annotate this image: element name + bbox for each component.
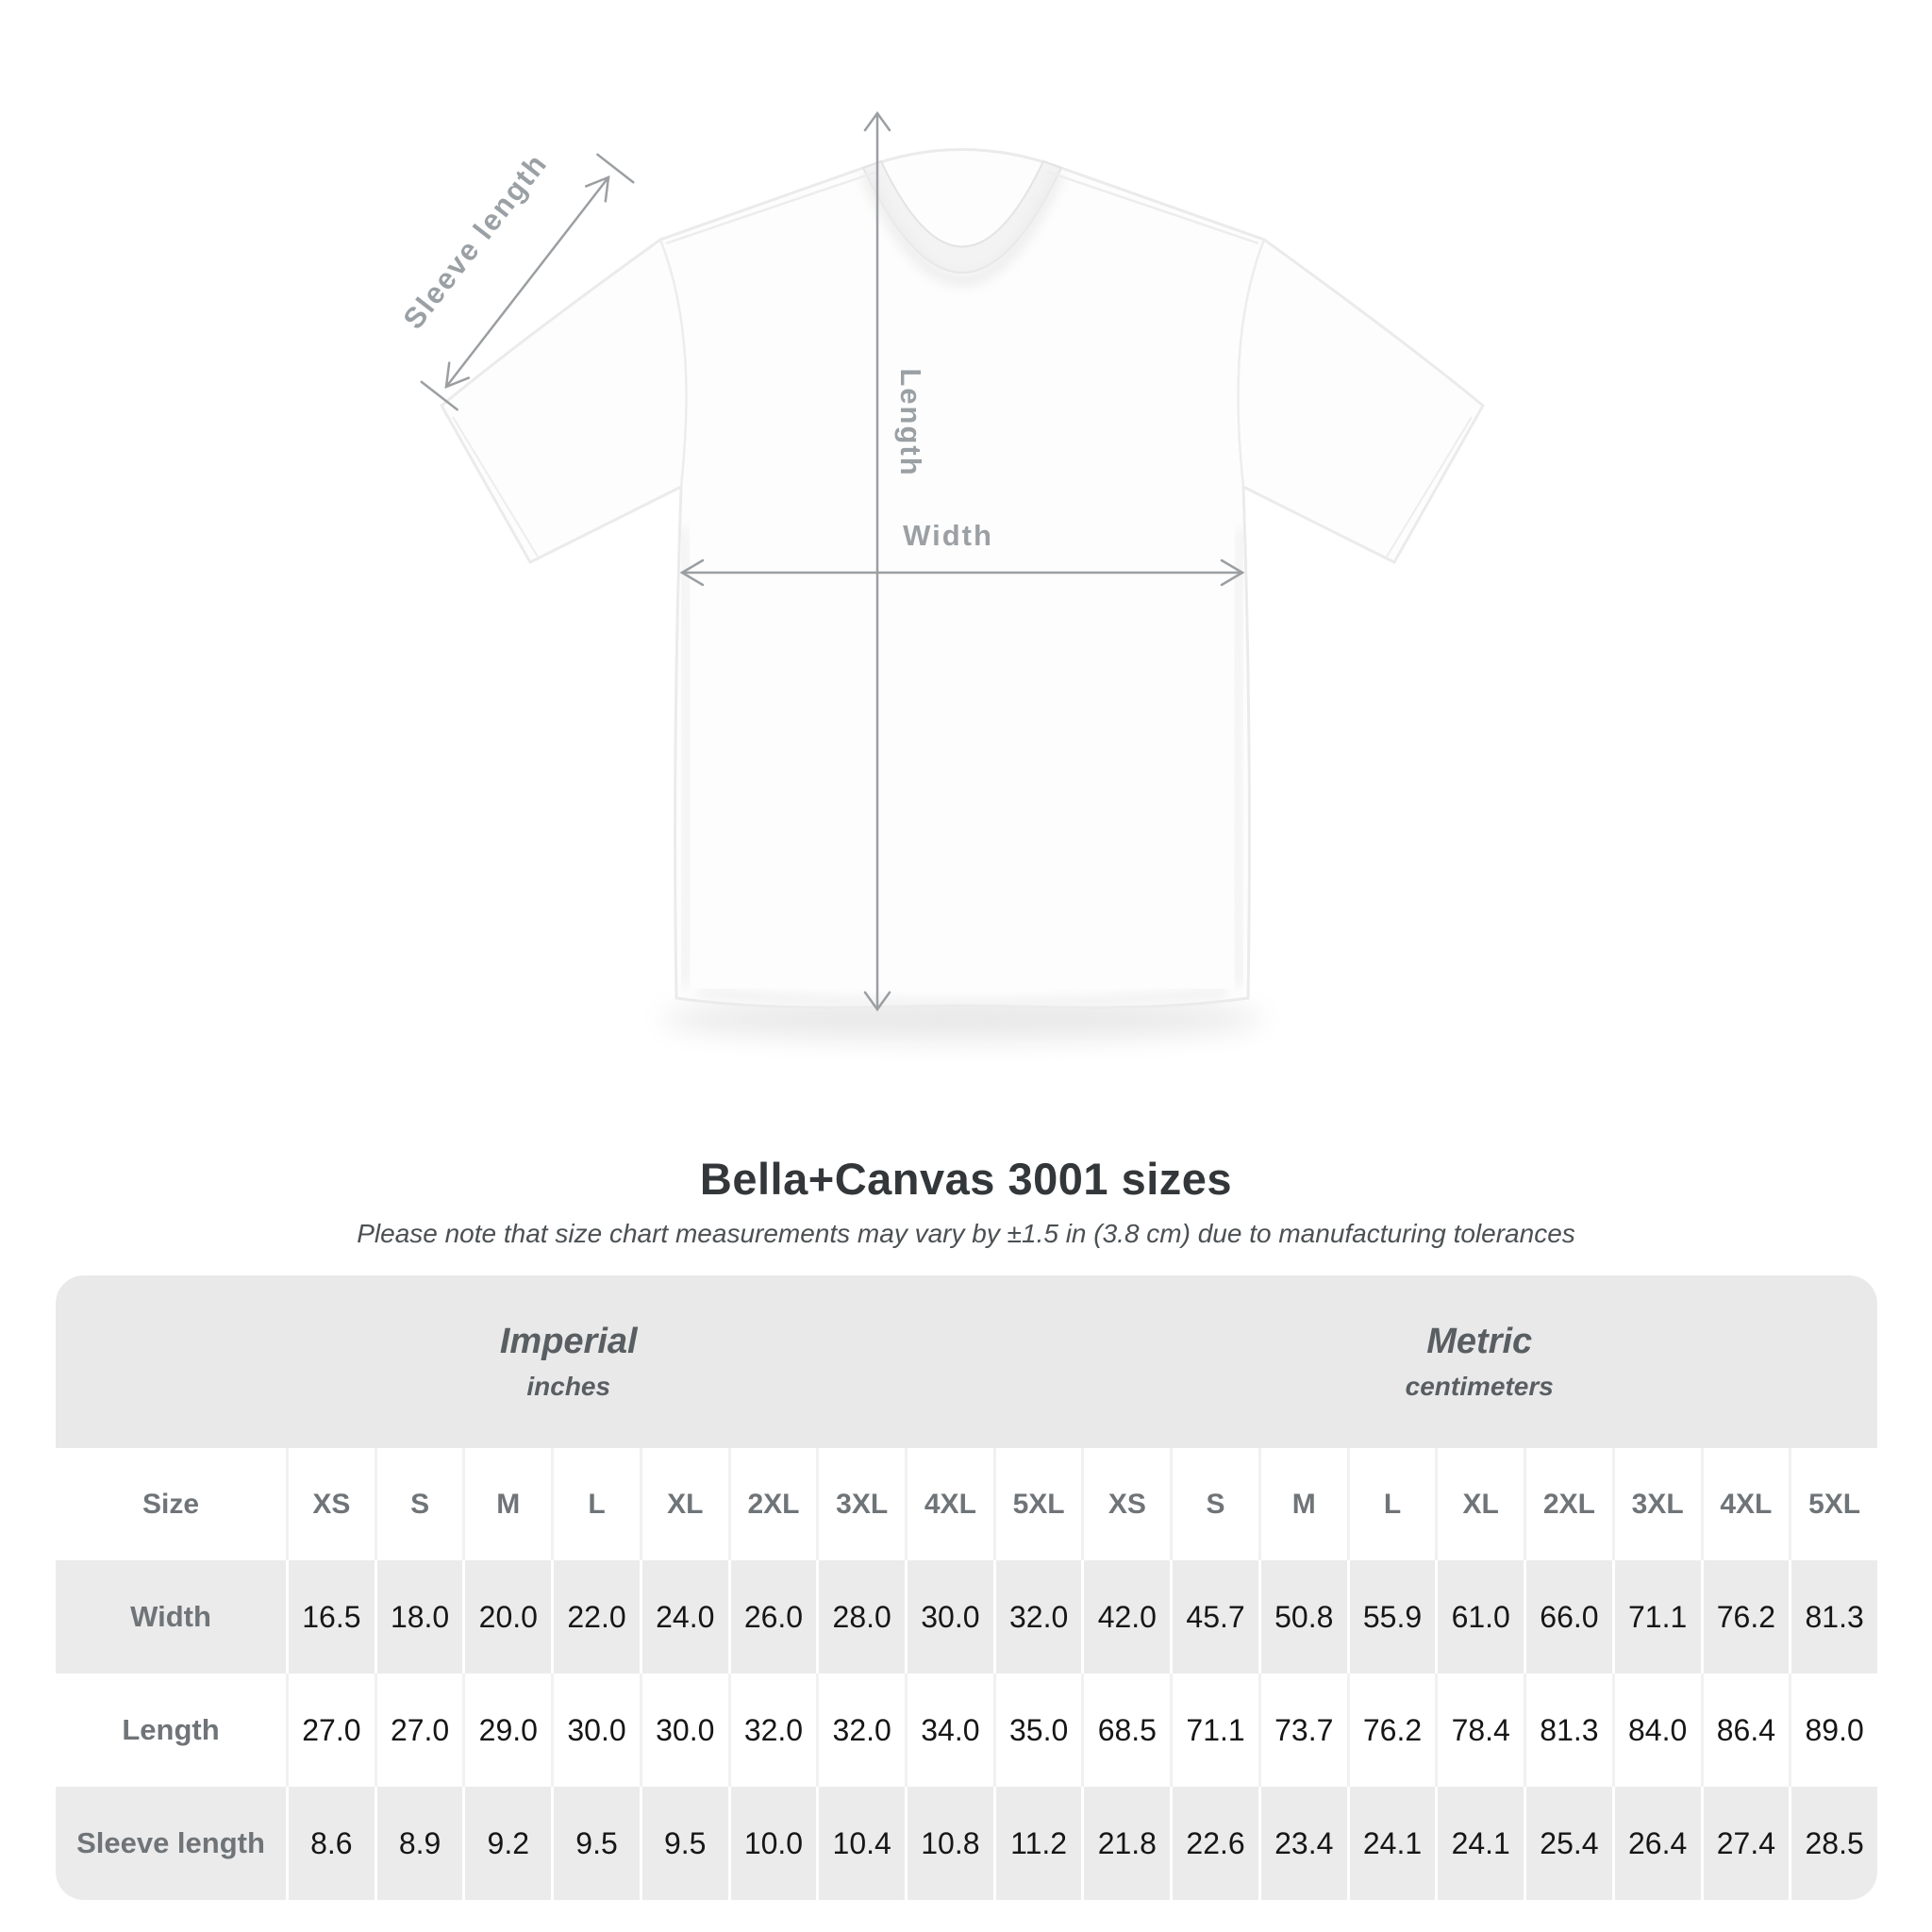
value-cell: 71.1 [1170, 1674, 1258, 1787]
value-cell: 23.4 [1258, 1787, 1347, 1900]
size-chart [56, 1275, 1877, 1900]
value-cell: 24.0 [640, 1560, 728, 1674]
value-cell: 22.6 [1170, 1787, 1258, 1900]
metric-title: Metric [1426, 1322, 1533, 1361]
table-row-width [56, 1560, 1877, 1674]
value-cell: 50.8 [1258, 1560, 1347, 1674]
table-row-length [56, 1674, 1877, 1787]
value-cell: 42.0 [1081, 1560, 1170, 1674]
value-cell: 9.5 [551, 1787, 640, 1900]
value-cell: 84.0 [1612, 1674, 1701, 1787]
value-cell: 18.0 [375, 1560, 463, 1674]
value-cell: 20.0 [462, 1560, 551, 1674]
value-cell: 32.0 [816, 1674, 905, 1787]
value-cell: 66.0 [1524, 1560, 1612, 1674]
table-row-sleeve-length [56, 1787, 1877, 1900]
value-cell: 35.0 [993, 1674, 1082, 1787]
size-header: 2XL [1524, 1448, 1612, 1560]
row-label: Sleeve length [56, 1787, 286, 1900]
value-cell: 30.0 [640, 1674, 728, 1787]
value-cell: 81.3 [1524, 1674, 1612, 1787]
value-cell: 8.6 [286, 1787, 375, 1900]
size-header: XL [1435, 1448, 1524, 1560]
value-cell: 30.0 [551, 1674, 640, 1787]
size-header: XS [1081, 1448, 1170, 1560]
page-title: Bella+Canvas 3001 sizes [699, 1154, 1233, 1204]
value-cell: 28.0 [816, 1560, 905, 1674]
value-cell: 28.5 [1789, 1787, 1877, 1900]
metric-unit: centimeters [1405, 1372, 1554, 1401]
value-cell: 30.0 [905, 1560, 993, 1674]
imperial-title: Imperial [499, 1322, 638, 1361]
size-header-row [56, 1448, 1877, 1560]
value-cell: 24.1 [1347, 1787, 1436, 1900]
value-cell: 24.1 [1435, 1787, 1524, 1900]
value-cell: 27.0 [286, 1674, 375, 1787]
size-header: 4XL [1701, 1448, 1790, 1560]
value-cell: 8.9 [375, 1787, 463, 1900]
size-column-header: Size [56, 1448, 286, 1560]
imperial-unit: inches [526, 1372, 611, 1401]
value-cell: 32.0 [993, 1560, 1082, 1674]
value-cell: 45.7 [1170, 1560, 1258, 1674]
width-label: Width [903, 519, 993, 552]
size-header: L [551, 1448, 640, 1560]
metric-header [1081, 1275, 1877, 1448]
size-header: XS [286, 1448, 375, 1560]
unit-band-row [56, 1275, 1877, 1448]
tolerance-note: Please note that size chart measurements may vary by ±1.5 in (3.8 cm) due to manufacturing tolerances [357, 1219, 1575, 1248]
size-header: M [462, 1448, 551, 1560]
value-cell: 10.8 [905, 1787, 993, 1900]
tshirt-graphic [441, 150, 1483, 1008]
value-cell: 10.4 [816, 1787, 905, 1900]
value-cell: 61.0 [1435, 1560, 1524, 1674]
value-cell: 86.4 [1701, 1674, 1790, 1787]
size-header: 5XL [1789, 1448, 1877, 1560]
size-header: S [375, 1448, 463, 1560]
value-cell: 71.1 [1612, 1560, 1701, 1674]
size-header: 3XL [1612, 1448, 1701, 1560]
size-header: 3XL [816, 1448, 905, 1560]
length-label: Length [894, 368, 927, 477]
value-cell: 32.0 [728, 1674, 817, 1787]
row-label: Width [56, 1560, 286, 1674]
value-cell: 55.9 [1347, 1560, 1436, 1674]
size-header: 4XL [905, 1448, 993, 1560]
value-cell: 26.4 [1612, 1787, 1701, 1900]
value-cell: 34.0 [905, 1674, 993, 1787]
value-cell: 78.4 [1435, 1674, 1524, 1787]
size-header: L [1347, 1448, 1436, 1560]
size-header: 5XL [993, 1448, 1082, 1560]
size-header: M [1258, 1448, 1347, 1560]
value-cell: 76.2 [1701, 1560, 1790, 1674]
value-cell: 76.2 [1347, 1674, 1436, 1787]
value-cell: 9.2 [462, 1787, 551, 1900]
value-cell: 27.0 [375, 1674, 463, 1787]
value-cell: 27.4 [1701, 1787, 1790, 1900]
value-cell: 21.8 [1081, 1787, 1170, 1900]
value-cell: 11.2 [993, 1787, 1082, 1900]
value-cell: 73.7 [1258, 1674, 1347, 1787]
value-cell: 22.0 [551, 1560, 640, 1674]
size-header: S [1170, 1448, 1258, 1560]
size-chart-table [56, 1275, 1877, 1900]
value-cell: 89.0 [1789, 1674, 1877, 1787]
value-cell: 9.5 [640, 1787, 728, 1900]
size-header: XL [640, 1448, 728, 1560]
value-cell: 26.0 [728, 1560, 817, 1674]
value-cell: 10.0 [728, 1787, 817, 1900]
value-cell: 68.5 [1081, 1674, 1170, 1787]
value-cell: 16.5 [286, 1560, 375, 1674]
sleeve-length-label: Sleeve length [396, 146, 555, 336]
value-cell: 81.3 [1789, 1560, 1877, 1674]
value-cell: 29.0 [462, 1674, 551, 1787]
row-label: Length [56, 1674, 286, 1787]
size-header: 2XL [728, 1448, 817, 1560]
value-cell: 25.4 [1524, 1787, 1612, 1900]
imperial-header [56, 1275, 1081, 1448]
